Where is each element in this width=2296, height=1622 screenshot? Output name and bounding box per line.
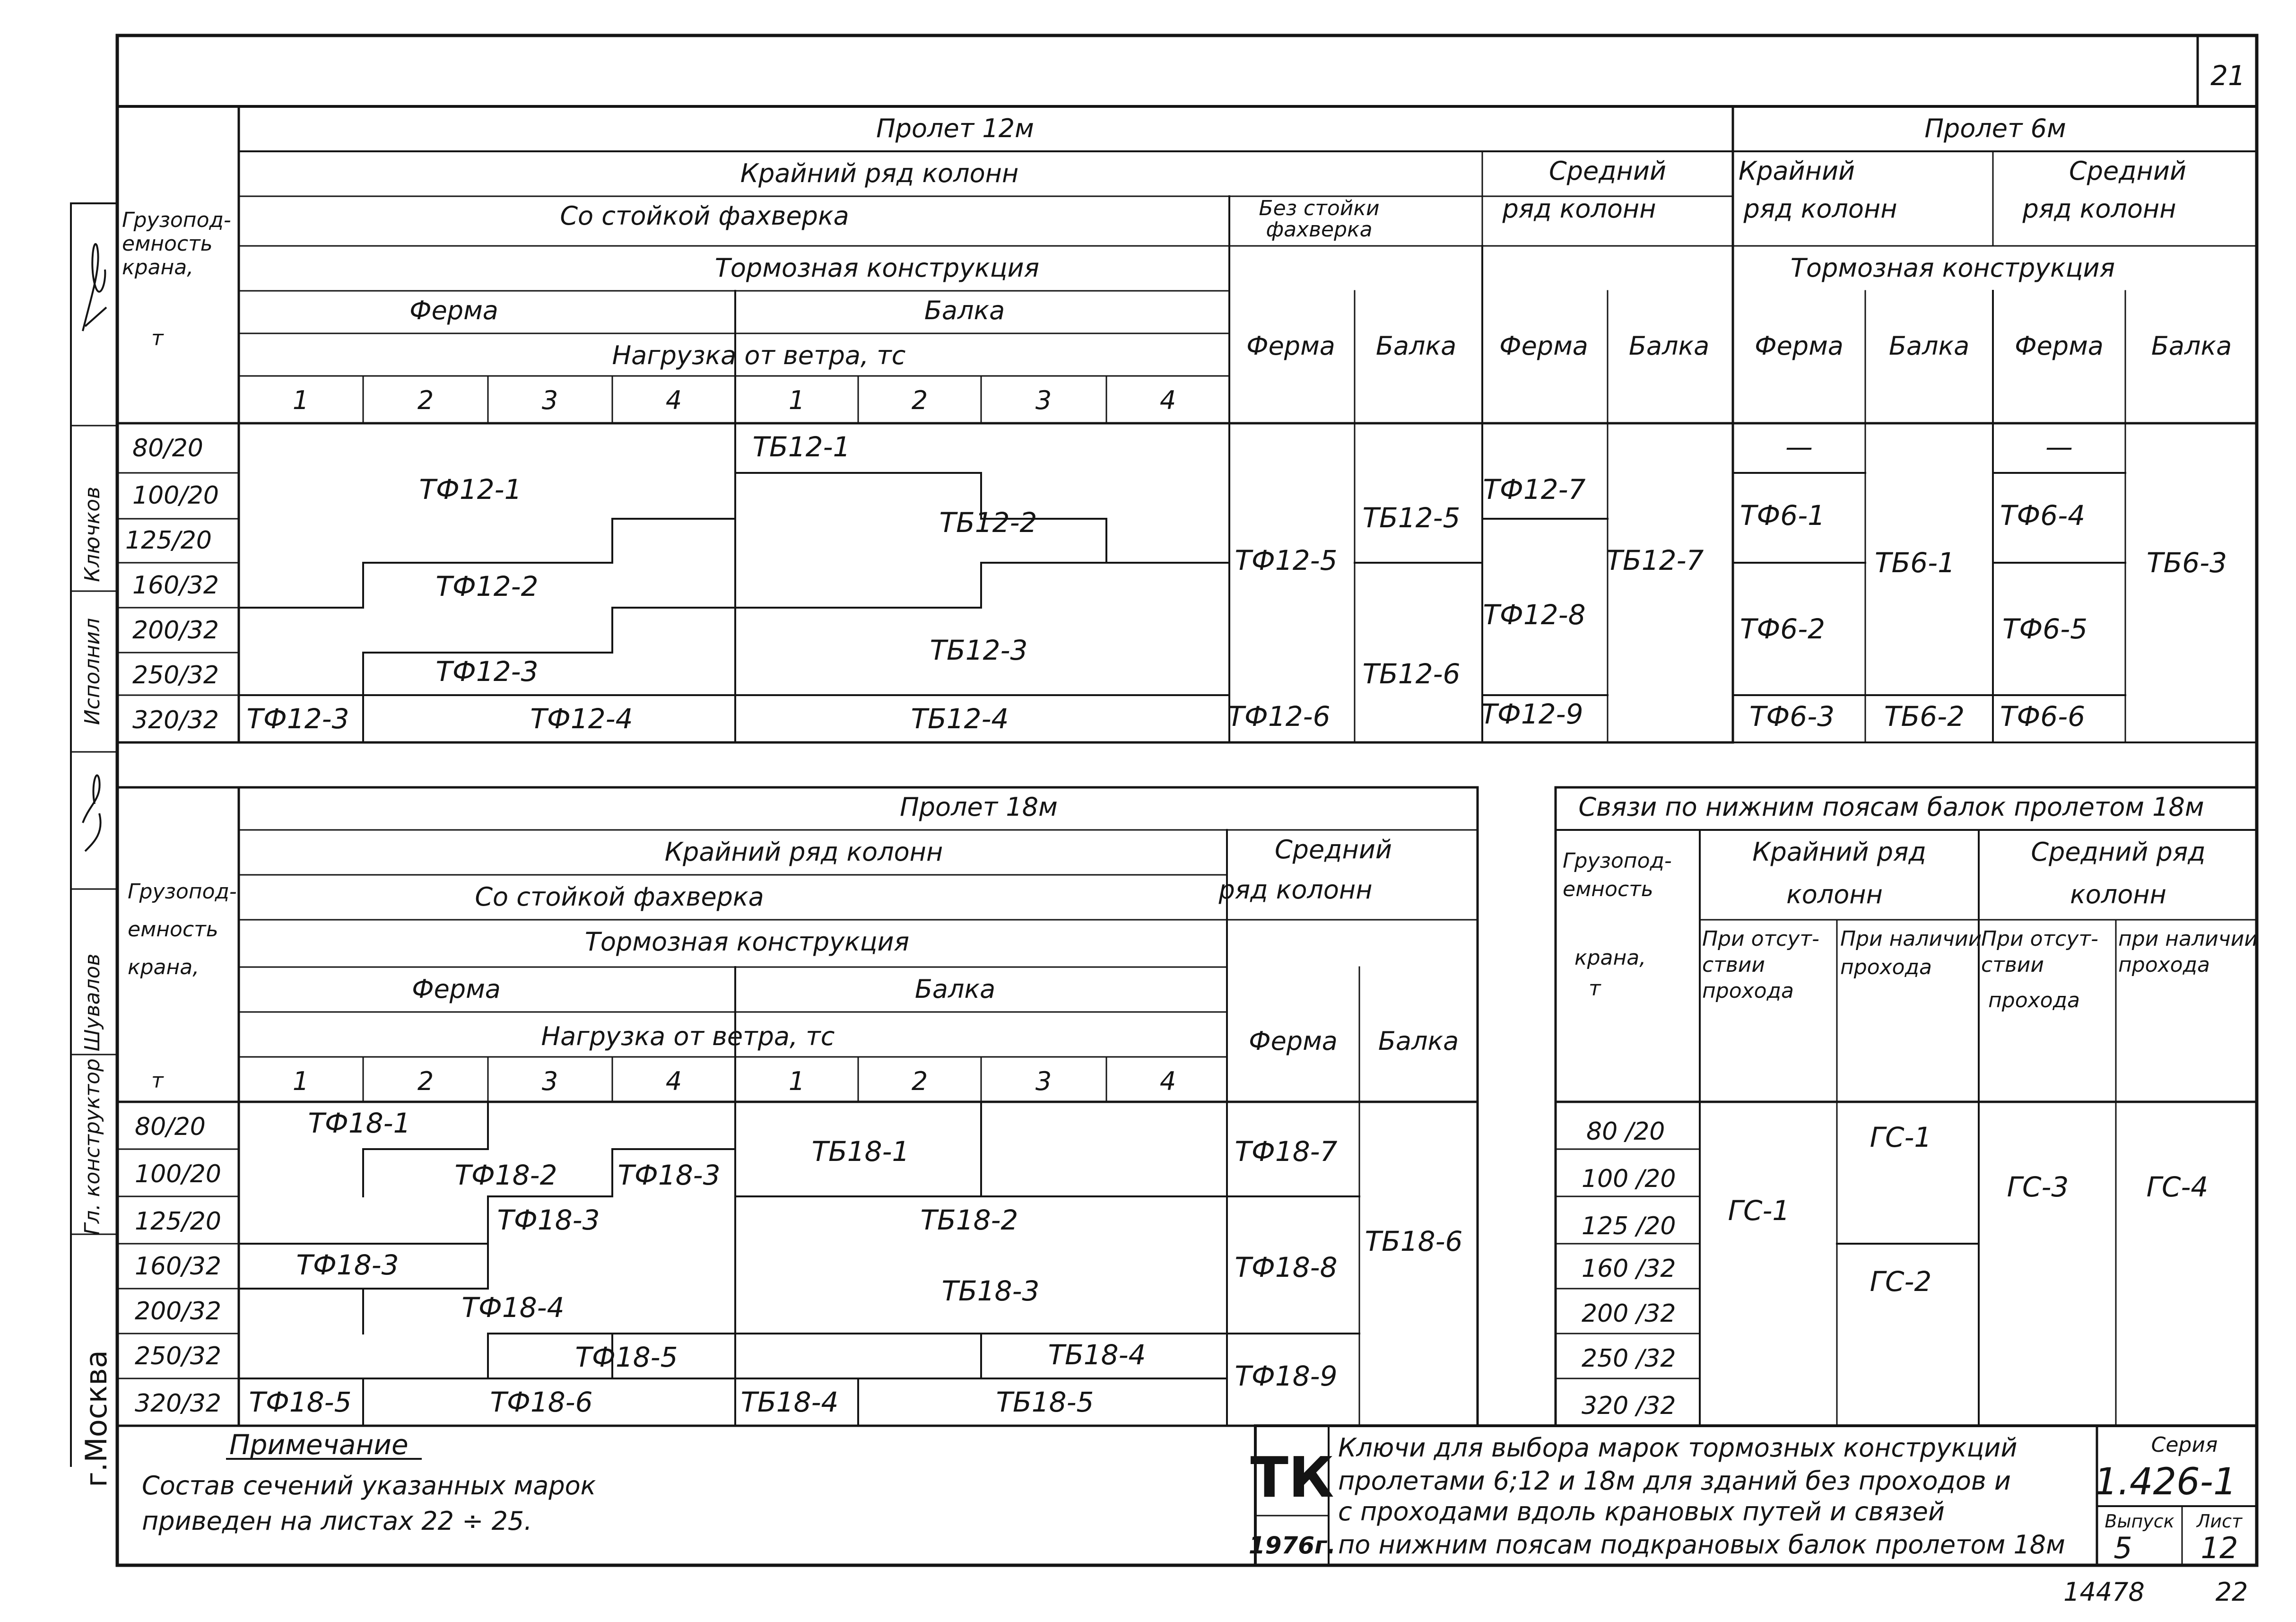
capacity-label: т [151, 1069, 164, 1093]
middle-row-2: колонн [2070, 880, 2166, 909]
beam-header: Балка [924, 296, 1005, 325]
page-number: 21 [2210, 60, 2245, 92]
mark-cell: ТФ18-3 [497, 1204, 600, 1236]
mark-cell: ТФ18-3 [617, 1159, 721, 1191]
mark-cell: ТФ12-1 [419, 473, 522, 506]
with-pass-label: прохода [1840, 955, 1932, 979]
with-post-header: Со стойкой фахверка [560, 201, 849, 231]
mark-cell: ГС-4 [2146, 1171, 2209, 1203]
load-value: 125/20 [135, 1207, 221, 1236]
mark-cell: ТФ18-5 [575, 1341, 678, 1373]
mark-cell: ТФ12-3 [246, 703, 349, 735]
span6-outer-2: ряд колонн [1743, 194, 1897, 224]
mark-cell: ТФ12-6 [1227, 700, 1331, 733]
load-value: 125/20 [125, 526, 212, 555]
mark-cell: ТБ18-4 [1048, 1339, 1146, 1371]
with-pass-label: прохода [2118, 953, 2210, 977]
span6-middle-1: Средний [2069, 156, 2187, 186]
load-value: 100/20 [132, 481, 219, 510]
mark-cell: ТФ6-1 [1739, 499, 1826, 532]
wind-col: 3 [1035, 1066, 1052, 1096]
with-pass-label: При наличии [1840, 927, 1982, 951]
col-beam-2: Балка [1628, 331, 1710, 361]
mark-cell: ТФ18-3 [296, 1249, 399, 1281]
mark-cell: ТБ12-6 [1362, 658, 1461, 690]
span6-outer-1: Крайний [1738, 156, 1855, 186]
load-value: 160 /32 [1582, 1255, 1676, 1283]
capacity-label: емность [128, 917, 218, 942]
title-block [1249, 1433, 2243, 1565]
wind-col: 3 [541, 385, 558, 415]
mark-cell: ТФ18-1 [308, 1107, 411, 1139]
bottom-page-number: 22 [2215, 1577, 2248, 1607]
col-beam-3: Балка [1888, 331, 1970, 361]
mark-cell: ТБ12-5 [1362, 502, 1461, 534]
issue-value: 5 [2113, 1531, 2132, 1565]
wind-col: 4 [665, 385, 682, 415]
middle-row-header-1: Средний [1548, 156, 1667, 186]
mark-cell: ТФ12-9 [1480, 698, 1583, 730]
mark-cell: ТФ6-5 [2002, 613, 2088, 645]
sheet-label: Лист [2196, 1511, 2243, 1532]
load-value: 100/20 [135, 1160, 221, 1188]
mark-cell: ТБ12-4 [911, 703, 1009, 735]
note-line: Состав сечений указанных марок [142, 1471, 596, 1500]
col-truss-3: Ферма [1755, 331, 1844, 361]
capacity-label: крана, [122, 255, 194, 279]
with-post-header: Со стойкой фахверка [475, 882, 764, 912]
wind-header: Нагрузка от ветра, тс [541, 1021, 835, 1051]
no-pass-label: При отсут- [1981, 927, 2098, 951]
margin-role: Ключков [80, 487, 104, 582]
load-value: 160/32 [135, 1252, 221, 1281]
mark-cell: ТФ6-4 [2000, 499, 2086, 532]
load-value: 80/20 [135, 1113, 206, 1141]
span6-middle-2: ряд колонн [2022, 194, 2176, 224]
span-18-header: Пролет 18м [900, 792, 1058, 822]
mark-cell: ТБ18-2 [920, 1204, 1018, 1236]
title-line: Ключи для выбора марок тормозных конструкций [1338, 1433, 2018, 1463]
mark-cell: — [1785, 431, 1813, 463]
no-pass-label: прохода [1988, 988, 2080, 1012]
load-value: 125 /20 [1582, 1212, 1676, 1240]
mark-cell: ТБ18-5 [996, 1386, 1094, 1418]
outer-row-header: Крайний ряд колонн [664, 837, 943, 867]
margin-role: Шувалов [80, 953, 104, 1052]
org-logo: ТК [1250, 1445, 1334, 1510]
load-value: 250 /32 [1582, 1344, 1676, 1373]
signature [83, 244, 106, 331]
wind-col: 4 [1159, 385, 1176, 415]
wind-col: 1 [292, 385, 309, 415]
issue-label: Выпуск [2105, 1511, 2174, 1532]
capacity-label: т [1589, 977, 1601, 1001]
signature [83, 776, 101, 851]
load-value: 320/32 [135, 1389, 221, 1418]
series-value: 1.426-1 [2094, 1461, 2237, 1503]
capacity-label: емность [1563, 877, 1653, 901]
brake6-header: Тормозная конструкция [1790, 253, 2115, 283]
mark-cell: ГС-3 [2007, 1171, 2069, 1203]
mark-cell: ТФ12-3 [435, 655, 539, 688]
without-post-2: фахверка [1266, 218, 1373, 242]
mark-cell: ТФ6-6 [2000, 700, 2086, 733]
wind-col: 2 [417, 1066, 434, 1096]
load-value: 250/32 [132, 661, 219, 689]
wind-col: 4 [1159, 1066, 1176, 1096]
note-title: Примечание [229, 1429, 409, 1461]
load-value: 320 /32 [1582, 1392, 1676, 1420]
with-pass-label: при наличии [2118, 927, 2258, 951]
mark-cell: ТФ18-2 [454, 1159, 557, 1191]
load-value: 200/32 [135, 1297, 221, 1326]
no-pass-label: ствии [1702, 953, 1765, 977]
mark-cell: ТФ6-2 [1739, 613, 1826, 645]
mark-cell: ТБ18-6 [1365, 1225, 1463, 1257]
mark-cell: ТБ6-3 [2147, 547, 2227, 579]
col-beam-1: Балка [1375, 331, 1457, 361]
middle-row-header-2: ряд колонн [1502, 194, 1656, 224]
wind-col: 2 [417, 385, 434, 415]
wind-col: 3 [1035, 385, 1052, 415]
title-line: с проходами вдоль крановых путей и связей [1338, 1497, 1945, 1526]
margin-city: г.Москва [79, 1350, 113, 1487]
col-truss-1: Ферма [1246, 331, 1335, 361]
wind-col: 1 [292, 1066, 309, 1096]
mark-cell: ТБ18-3 [941, 1275, 1040, 1307]
wind-col: 2 [911, 1066, 928, 1096]
mark-cell: ТБ12-7 [1606, 544, 1704, 576]
margin-stamps [79, 244, 113, 1487]
load-value: 80 /20 [1586, 1117, 1665, 1146]
title-line: пролетами 6;12 и 18м для зданий без проходов и [1338, 1466, 2011, 1496]
wind-col: 2 [911, 385, 928, 415]
mark-cell: ТБ6-2 [1884, 700, 1965, 733]
capacity-label: Грузопод- [128, 880, 237, 904]
wind-col: 4 [665, 1066, 682, 1096]
outer-row-2: колонн [1786, 880, 1883, 909]
mark-cell: ТФ18-9 [1235, 1360, 1338, 1392]
truss-header: Ферма [409, 296, 498, 325]
col-truss-4: Ферма [2015, 331, 2104, 361]
title-line: по нижним поясам подкрановых балок пролетом 18м [1338, 1530, 2065, 1560]
capacity-label: т [151, 326, 164, 350]
outer-row-1: Крайний ряд [1752, 837, 1926, 867]
mark-cell: ТБ18-1 [811, 1135, 910, 1168]
mark-cell: ТФ12-4 [530, 703, 633, 735]
load-value: 320/32 [132, 706, 219, 734]
wind-col: 1 [788, 385, 805, 415]
truss-header: Ферма [412, 974, 501, 1004]
archive-number: 14478 [2063, 1577, 2145, 1607]
mark-cell: ТФ12-7 [1483, 473, 1586, 506]
mark-cell: ТФ18-4 [461, 1291, 565, 1324]
load-value: 200 /32 [1582, 1299, 1676, 1328]
no-pass-label: ствии [1981, 953, 2044, 977]
year: 1976г. [1248, 1532, 1336, 1559]
load-value: 100 /20 [1582, 1165, 1676, 1193]
note-block [142, 1429, 596, 1536]
brake-header: Тормозная конструкция [714, 253, 1040, 283]
note-line: приведен на листах 22 ÷ 25. [142, 1506, 532, 1536]
mark-cell: ТФ18-6 [490, 1386, 593, 1418]
col-beam-4: Балка [2151, 331, 2232, 361]
col-truss: Ферма [1249, 1026, 1338, 1056]
mark-cell: ГС-1 [1728, 1195, 1790, 1227]
series-label: Серия [2151, 1433, 2218, 1457]
mark-cell: ТБ6-1 [1875, 547, 1955, 579]
brake-header: Тормозная конструкция [584, 927, 910, 957]
mark-cell: ТБ12-2 [939, 506, 1037, 539]
mark-cell: ТФ18-5 [249, 1386, 352, 1418]
mark-cell: ТБ18-4 [740, 1386, 839, 1418]
no-pass-label: прохода [1702, 979, 1794, 1003]
span-12-header: Пролет 12м [876, 113, 1034, 143]
mark-cell: ТФ6-3 [1749, 700, 1835, 733]
ties-table [1563, 792, 2258, 1420]
middle-row-1: Средний ряд [2031, 837, 2206, 867]
mark-cell: ТФ12-2 [435, 570, 539, 602]
margin-role: Гл. конструктор [80, 1058, 104, 1235]
capacity-label: Грузопод- [1563, 849, 1672, 873]
table-span-18 [128, 792, 1462, 1418]
mark-cell: ТФ18-7 [1235, 1135, 1338, 1168]
wind-col: 1 [788, 1066, 805, 1096]
mark-cell: ТФ12-8 [1483, 599, 1586, 631]
mark-cell: ГС-2 [1870, 1265, 1932, 1298]
mark-cell: ТФ18-8 [1235, 1251, 1338, 1283]
wind-header: Нагрузка от ветра, тс [612, 340, 906, 370]
no-pass-label: При отсут- [1702, 927, 1819, 951]
mark-cell: ГС-1 [1870, 1121, 1932, 1153]
capacity-label: крана, [128, 955, 200, 979]
load-value: 250/32 [135, 1342, 221, 1370]
capacity-label: крана, [1574, 946, 1646, 970]
middle-row-header-1: Средний [1274, 835, 1392, 864]
beam-header: Балка [914, 974, 996, 1004]
without-post-1: Без стойки [1259, 196, 1380, 220]
col-beam: Балка [1378, 1026, 1459, 1056]
mark-cell: ТФ12-5 [1235, 544, 1338, 576]
span-6-header: Пролет 6м [1924, 113, 2066, 143]
capacity-label: Грузопод- [122, 208, 231, 232]
mark-cell: ТБ12-3 [930, 634, 1028, 666]
ties-title: Связи по нижним поясам балок пролетом 18м [1578, 792, 2204, 822]
margin-role: Исполнил [80, 618, 104, 725]
load-value: 200/32 [132, 616, 219, 645]
sheet-value: 12 [2200, 1531, 2238, 1565]
col-truss-2: Ферма [1499, 331, 1588, 361]
mark-cell: — [2045, 431, 2073, 463]
outer-row-header: Крайний ряд колонн [740, 158, 1019, 188]
middle-row-header-2: ряд колонн [1218, 875, 1373, 905]
capacity-label: емность [122, 232, 213, 256]
mark-cell: ТБ12-1 [752, 431, 851, 463]
load-value: 80/20 [132, 434, 203, 462]
load-value: 160/32 [132, 571, 219, 600]
wind-col: 3 [541, 1066, 558, 1096]
